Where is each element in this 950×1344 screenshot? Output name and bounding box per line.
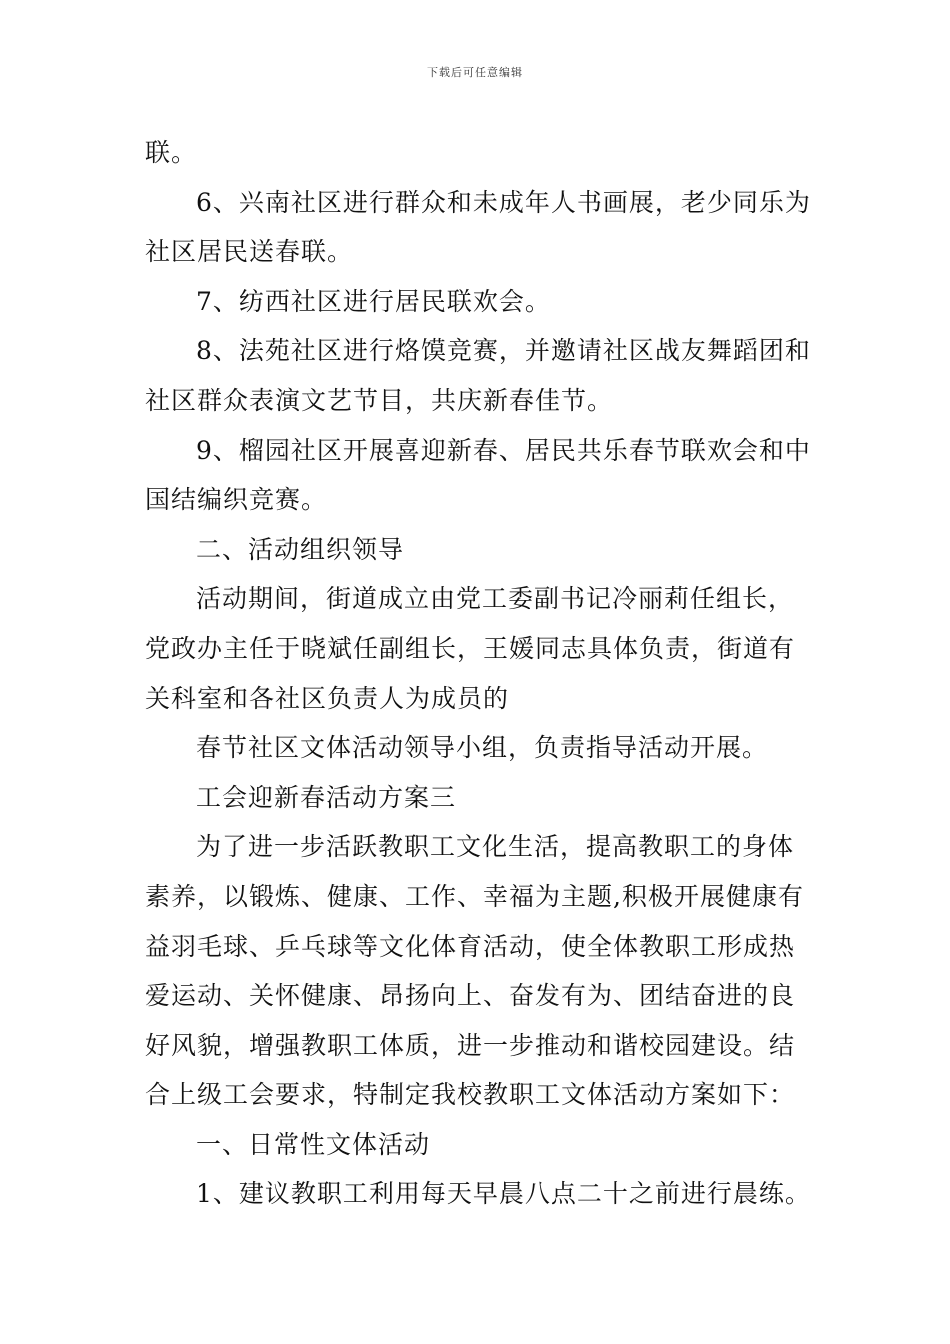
text-line: 6、兴南社区进行群众和未成年人书画展，老少同乐为	[196, 187, 811, 217]
text-line: 春节社区文体活动领导小组，负责指导活动开展。	[196, 733, 769, 763]
text-line: 益羽毛球、乒乓球等文化体育活动，使全体教职工形成热	[145, 931, 796, 961]
text-line: 社区群众表演文艺节目，共庆新春佳节。	[145, 385, 614, 415]
text-line: 合上级工会要求，特制定我校教职工文体活动方案如下：	[145, 1080, 796, 1110]
text-line: 活动期间，街道成立由党工委副书记冷丽莉任组长，	[196, 584, 795, 614]
text-line: 素养，以锻炼、健康、工作、幸福为主题,积极开展健康有	[145, 881, 804, 911]
document-body	[145, 128, 815, 1219]
text-line: 社区居民送春联。	[145, 237, 354, 267]
text-line: 7、纺西社区进行居民联欢会。	[196, 286, 551, 316]
text-line: 工会迎新春活动方案三	[196, 782, 457, 812]
text-line: 1、建议教职工利用每天早晨八点二十之前进行晨练。	[196, 1179, 811, 1209]
page-header: 下载后可任意编辑	[427, 66, 523, 79]
text-line: 二、活动组织领导	[196, 534, 405, 564]
text-line: 8、法苑社区进行烙馍竞赛，并邀请社区战友舞蹈团和	[196, 336, 811, 366]
text-line: 一、日常性文体活动	[196, 1129, 431, 1159]
text-line: 党政办主任于晓斌任副组长，王媛同志具体负责，街道有	[145, 633, 796, 663]
text-line: 爱运动、关怀健康、昂扬向上、奋发有为、团结奋进的良	[145, 981, 796, 1011]
text-line: 好风貌，增强教职工体质，进一步推动和谐校园建设。结	[145, 1030, 796, 1060]
text-line: 关科室和各社区负责人为成员的	[145, 683, 510, 713]
text-line: 国结编织竞赛。	[145, 485, 328, 515]
text-line: 9、榴园社区开展喜迎新春、居民共乐春节联欢会和中	[196, 435, 811, 465]
text-line: 为了进一步活跃教职工文化生活，提高教职工的身体	[196, 832, 795, 862]
text-line: 联。	[145, 138, 198, 167]
